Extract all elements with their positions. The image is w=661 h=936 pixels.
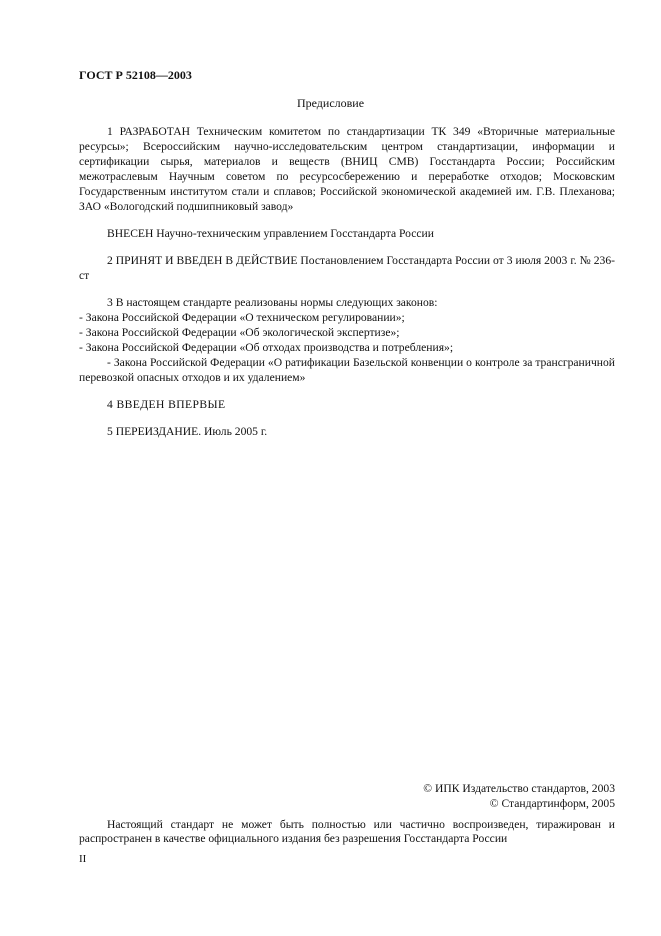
preface-item-2: 2 ПРИНЯТ И ВВЕДЕН В ДЕЙСТВИЕ Постановлением Госстандарта России от 3 июля 2003 г. № 236-ст (79, 254, 615, 282)
law-item: - Закона Российской Федерации «О техническом регулировании»; (79, 311, 405, 324)
law-item: - Закона Российской Федерации «О ратификации Базельской конвенции о контроле за трансграничной перевозкой опасных отходов и их удалением» (79, 356, 615, 384)
page-number: II (79, 853, 87, 865)
law-item: - Закона Российской Федерации «Об экологической экспертизе»; (79, 326, 400, 339)
preface-body (79, 124, 615, 439)
copyright-line-1: © ИПК Издательство стандартов, 2003 (423, 782, 615, 795)
standard-code-header: ГОСТ Р 52108—2003 (79, 68, 192, 82)
preface-item-1: 1 РАЗРАБОТАН Техническим комитетом по стандартизации ТК 349 «Вторичные материальные ресурсы»; Всероссийским научно-исследовательским центром стандартизации, информации и сертификации сырья, материалов и веществ (ВНИЦ СМВ) Госстандарта России; Российским межотраслевым Научным советом по ресурсосбережению и переработке отходов; Московским Государственным институтом стали и сплавов; Российской экономической академией им. Г.В. Плеханова; ЗАО «Вологодский подшипниковый завод» (79, 125, 615, 213)
copyright-block (423, 781, 615, 811)
law-item: - Закона Российской Федерации «Об отходах производства и потребления»; (79, 341, 454, 354)
laws-list (79, 310, 615, 385)
preface-item-3-intro: 3 В настоящем стандарте реализованы нормы следующих законов: (107, 296, 438, 309)
preface-title: Предисловие (296, 96, 365, 110)
preface-item-5: 5 ПЕРЕИЗДАНИЕ. Июль 2005 г. (107, 425, 268, 438)
copyright-line-2: © Стандартинформ, 2005 (489, 797, 615, 810)
preface-item-4: 4 ВВЕДЕН ВПЕРВЫЕ (107, 398, 226, 411)
reproduction-notice: Настоящий стандарт не может быть полностью или частично воспроизведен, тиражирован и распространен в качестве официального издания без разрешения Госстандарта России (79, 818, 615, 845)
preface-introduced: ВНЕСЕН Научно-техническим управлением Госстандарта России (107, 227, 434, 240)
